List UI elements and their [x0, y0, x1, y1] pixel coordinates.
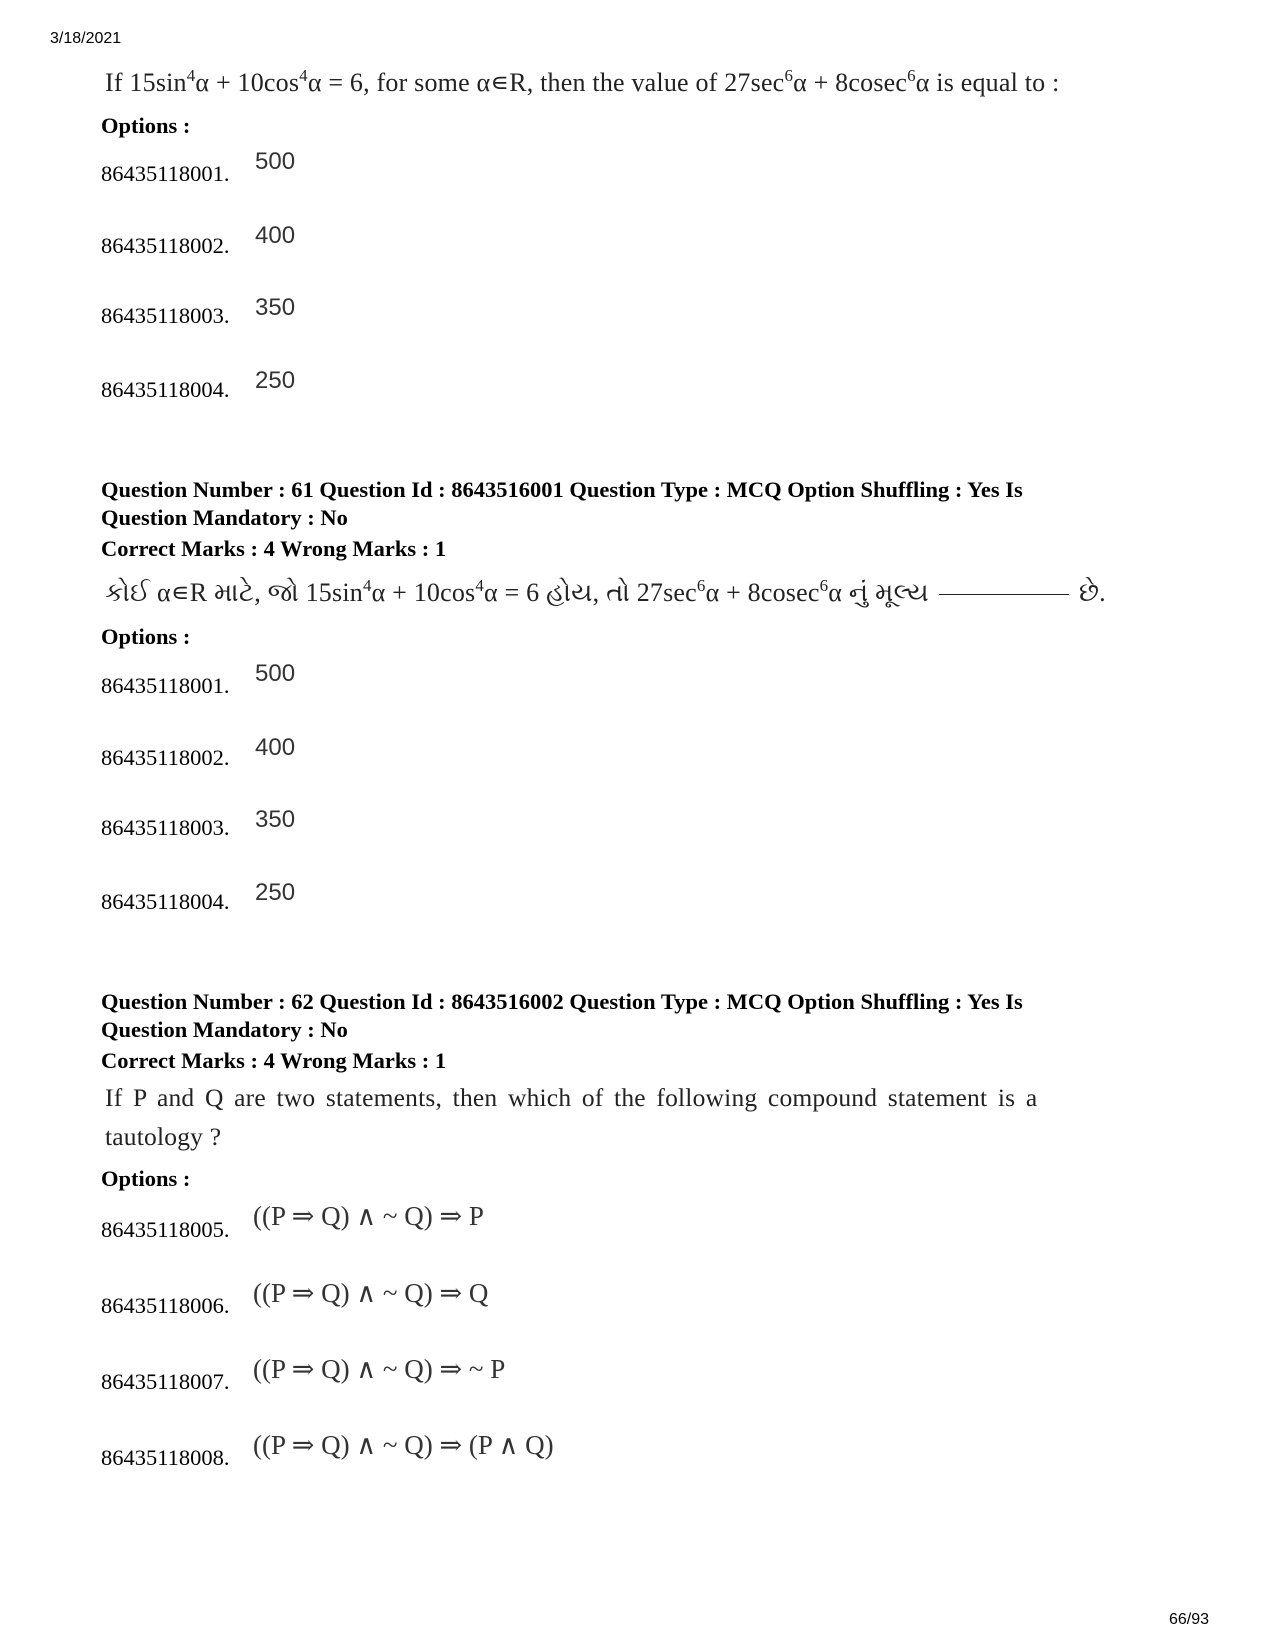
- question-62-text-line1: If P and Q are two statements, then which of the following compound statement is a: [105, 1083, 1038, 1112]
- option-value: 250: [255, 879, 296, 906]
- question-60-text: If $15\sin^4\alpha + 10\cos^4\alpha = 6$, for some α∊R, then the value of $27\sec^6\alpha + 8cosec^6\alpha$ is equal to :: [105, 65, 1060, 97]
- question-61-meta: Question Number : 61 Question Id : 8643516001 Question Type : MCQ Option Shuffling : Yes Is Question Mandatory : No: [101, 477, 1023, 530]
- option-id: 86435118008.: [101, 1445, 230, 1470]
- options-label: Options :: [101, 113, 191, 138]
- option-value: 250: [255, 367, 296, 394]
- option-id: 86435118003.: [101, 303, 230, 328]
- answer-blank: [939, 594, 1069, 595]
- option-id: 86435118003.: [101, 815, 230, 840]
- question-62-meta: Question Number : 62 Question Id : 8643516002 Question Type : MCQ Option Shuffling : Yes Is Question Mandatory : No: [101, 989, 1023, 1042]
- print-date: 3/18/2021: [50, 30, 122, 47]
- option-id: 86435118002.: [101, 233, 230, 258]
- option-value: 350: [255, 806, 296, 833]
- question-61-text: કોઈ α∊R માટે, જો $15\sin^4\alpha + 10\cos^4\alpha = 6$ હોય, તો $27\sec^6\alpha + 8cosec^6\alpha$ નું મૂલ્ય છે.: [105, 575, 1106, 607]
- option-id: 86435118007.: [101, 1369, 230, 1394]
- option-value: 500: [255, 660, 296, 687]
- option-id: 86435118001.: [101, 673, 230, 698]
- option-id: 86435118004.: [101, 889, 230, 914]
- options-label: Options :: [101, 1166, 191, 1191]
- option-value: ((P ⇒ Q) ∧ ~ Q) ⇒ (P ∧ Q): [253, 1430, 554, 1460]
- question-61-marks: Correct Marks : 4 Wrong Marks : 1: [101, 536, 447, 561]
- option-value: ((P ⇒ Q) ∧ ~ Q) ⇒ Q: [253, 1278, 489, 1308]
- page-number: 66/93: [1169, 1611, 1210, 1628]
- option-value: ((P ⇒ Q) ∧ ~ Q) ⇒ P: [253, 1201, 484, 1231]
- option-value: 400: [255, 222, 296, 249]
- option-value: 400: [255, 734, 296, 761]
- option-id: 86435118005.: [101, 1217, 230, 1242]
- option-value: ((P ⇒ Q) ∧ ~ Q) ⇒ ~ P: [253, 1354, 506, 1384]
- question-62-text-line2: tautology ?: [105, 1122, 222, 1151]
- option-id: 86435118006.: [101, 1293, 230, 1318]
- option-value: 500: [255, 148, 296, 175]
- option-id: 86435118001.: [101, 161, 230, 186]
- option-id: 86435118002.: [101, 745, 230, 770]
- option-value: 350: [255, 294, 296, 321]
- question-62-marks: Correct Marks : 4 Wrong Marks : 1: [101, 1048, 447, 1073]
- option-id: 86435118004.: [101, 377, 230, 402]
- options-label: Options :: [101, 624, 191, 649]
